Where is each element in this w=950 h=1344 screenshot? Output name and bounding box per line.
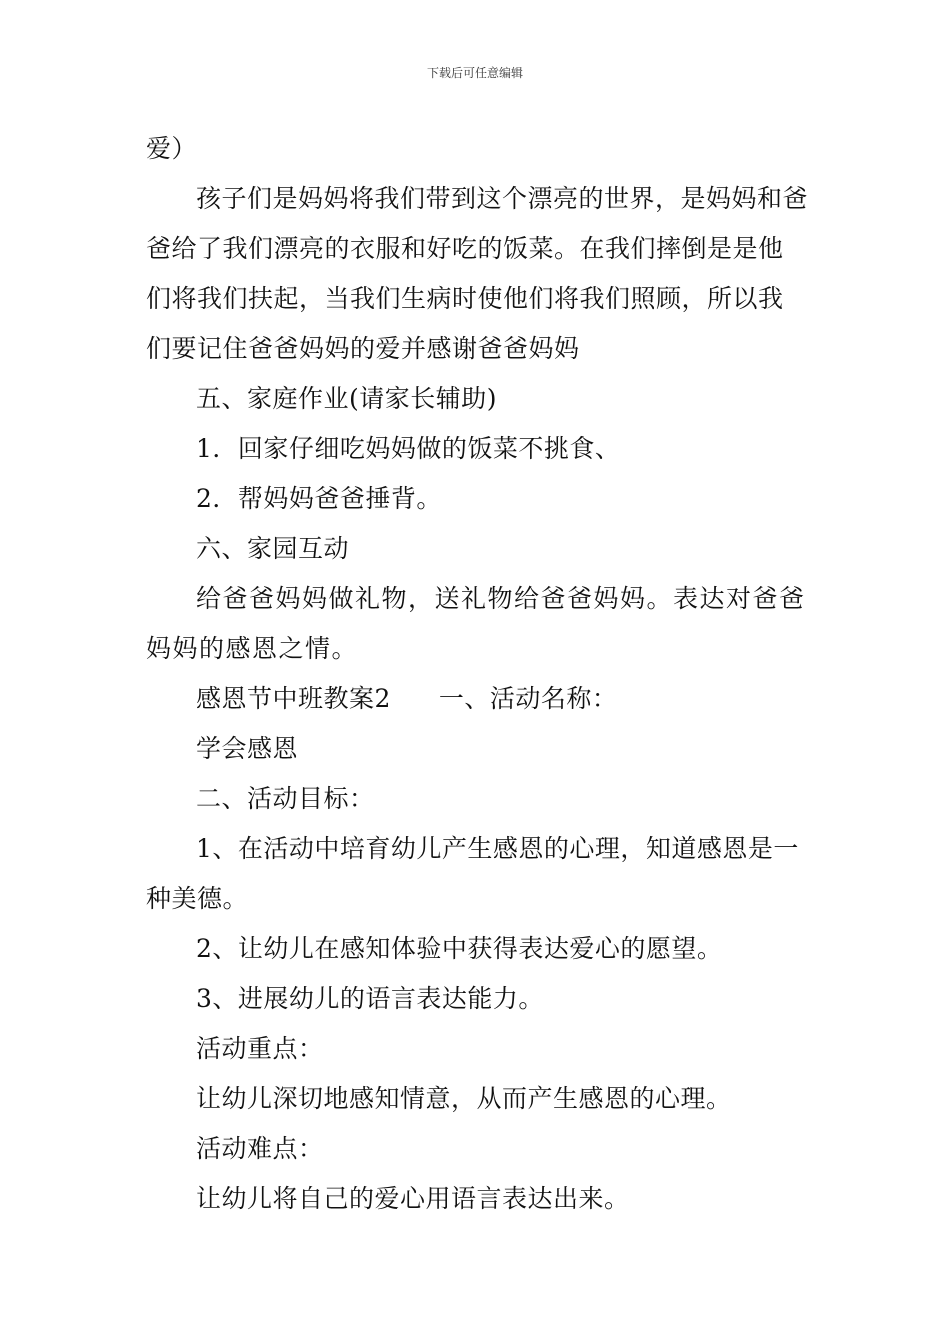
heading-difficulty: 活动难点：: [196, 1134, 324, 1163]
activity-name: 学会感恩: [196, 734, 299, 763]
homework-item-1: 1．回家仔细吃妈妈做的饭菜不挑食、: [196, 434, 621, 463]
document-body: [146, 124, 808, 1224]
section-heading-homework: 五、家庭作业(请家长辅助): [196, 384, 498, 413]
lesson-title: 感恩节中班教案2: [196, 684, 391, 713]
section-heading-goals: 二、活动目标：: [196, 784, 375, 813]
page-header-note: 下载后可任意编辑: [426, 66, 523, 80]
section-heading-activity-name: 一、活动名称：: [438, 684, 618, 713]
goal-item-3: 3、进展幼儿的语言表达能力。: [196, 984, 544, 1013]
goal-item-1: 1、在活动中培育幼儿产生感恩的心理，知道感恩是一种美德。: [146, 834, 799, 913]
difficulty-text: 让幼儿将自己的爱心用语言表达出来。: [196, 1184, 630, 1213]
goal-item-2: 2、让幼儿在感知体验中获得表达爱心的愿望。: [196, 934, 723, 963]
paragraph-parents-love: 孩子们是妈妈将我们带到这个漂亮的世界，是妈妈和爸爸给了我们漂亮的衣服和好吃的饭菜。在我们摔倒是是他们将我们扶起，当我们生病时使他们将我们照顾，所以我们要记住爸爸妈妈的爱并感谢爸爸妈妈: [146, 184, 809, 363]
key-point-text: 让幼儿深切地感知情意，从而产生感恩的心理。: [196, 1084, 732, 1113]
homework-item-2: 2．帮妈妈爸爸捶背。: [196, 484, 442, 513]
lesson-title-line: [146, 674, 808, 724]
paragraph-continuation: 爱）: [146, 134, 198, 163]
heading-key-point: 活动重点：: [196, 1034, 324, 1063]
section-heading-interaction: 六、家园互动: [196, 534, 350, 563]
paragraph-gift: 给爸爸妈妈做礼物，送礼物给爸爸妈妈。表达对爸爸妈妈的感恩之情。: [146, 584, 806, 663]
